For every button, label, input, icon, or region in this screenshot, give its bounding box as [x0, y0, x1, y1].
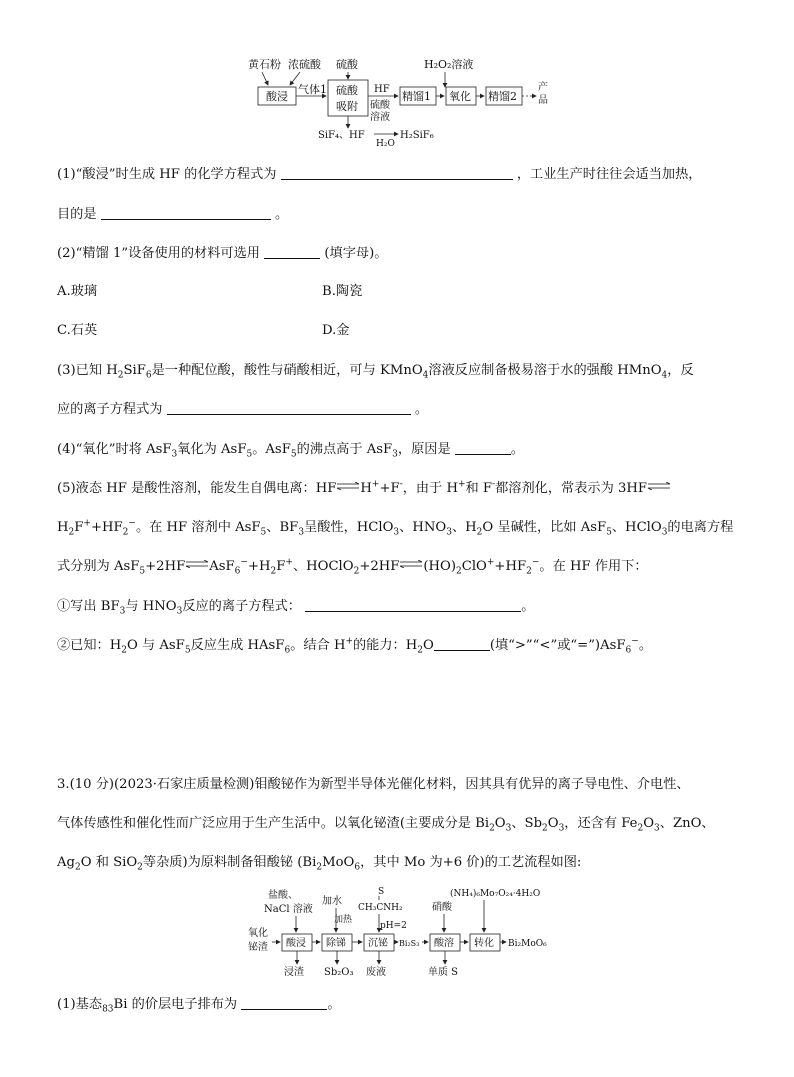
- answer-blank-bf3-hno3[interactable]: [305, 598, 521, 612]
- equilibrium-arrow-icon: [336, 482, 360, 490]
- q3-sub-4a: 4: [422, 370, 429, 381]
- sulfuric-label-1: 硫酸: [370, 100, 390, 111]
- q5-l4-d: 3: [176, 606, 183, 617]
- q5-l1-sup-plus-2: +: [457, 479, 466, 490]
- remove-sb-label: 除锑: [326, 938, 346, 949]
- p3-l2-c: O: [494, 816, 506, 831]
- q4-text-a: (4)“氧化”时将 AsF: [57, 442, 172, 457]
- q5-l5-a: ②已知：H: [57, 638, 122, 653]
- p3-l3-e: 等杂质)为原料制备钼酸铋 (Bi: [142, 855, 317, 870]
- answer-blank-purpose[interactable]: [101, 206, 271, 220]
- option-d-label: D.金: [322, 323, 350, 338]
- question-5-sub-1: [57, 598, 534, 616]
- q4-end: 。: [510, 442, 525, 457]
- p3-l2-g: O: [547, 816, 559, 831]
- q5-l5-j: 2: [417, 645, 423, 656]
- q5-l3-m: +2HF: [359, 559, 400, 574]
- q5-l2-u: 3: [661, 527, 668, 538]
- answer-blank-ionic-eq[interactable]: [167, 401, 411, 415]
- sulfuric-label-2: 溶液: [370, 112, 390, 123]
- option-c[interactable]: [57, 322, 97, 340]
- q5-l5-b: 2: [121, 645, 127, 656]
- q5-l1-text-h: 和 F: [465, 481, 493, 496]
- reagent-label: CH₃CNH₂: [358, 903, 403, 913]
- q5-l2-n: 、HNO: [399, 520, 447, 535]
- bi2s3-label: Bi₂S₃: [399, 939, 420, 948]
- flowchart-hf-process: [240, 52, 560, 152]
- raw-material-label-1: 氧化: [248, 928, 268, 939]
- q5-l3-g: +H: [247, 559, 271, 574]
- heat-label: 加热: [334, 915, 353, 925]
- q4-sub-f: 5: [290, 449, 297, 460]
- q5-l1-text-j: 都溶剂化，常表示为 3HF: [495, 481, 647, 496]
- p3-l3-g: MoO: [322, 855, 355, 870]
- q5-l1-h: H: [360, 481, 372, 496]
- p3-q1-c: Bi 的价层电子排布为: [113, 997, 238, 1012]
- problem-3-line-1: [57, 776, 690, 794]
- p3-l3-c: O 和 SiO: [80, 855, 138, 870]
- answer-blank-valence[interactable]: [241, 996, 327, 1010]
- q5-l4-a: ①写出 BF: [57, 599, 120, 614]
- product-bi2moo6-label: Bi₂MoO₆: [508, 939, 547, 949]
- p3-l2-h: 3: [558, 823, 565, 834]
- absorb-label-1: 硫酸: [336, 84, 358, 97]
- q5-l5-c: O 与 AsF: [127, 638, 185, 653]
- h2o-label: H₂O: [376, 139, 395, 149]
- q5-l5-k: O: [423, 638, 434, 653]
- question-1-text: (1)“酸浸”时生成 HF 的化学方程式为: [57, 167, 277, 182]
- q5-l2-a: H: [57, 520, 69, 535]
- q4-sub-d: 5: [246, 449, 253, 460]
- question-5-sub-2: [57, 637, 652, 655]
- q5-l2-q: 2: [476, 527, 483, 538]
- q5-l5-e: 反应生成 HAsF: [190, 638, 285, 653]
- p3-l2-m: 、ZnO、: [659, 816, 715, 831]
- hf-label: HF: [374, 84, 390, 95]
- molybdate-label: (NH₄)₆Mo₇O₂₄·4H₂O: [450, 889, 541, 899]
- q4-sub-h: 3: [392, 449, 398, 460]
- q5-l2-m: 3: [393, 527, 400, 538]
- acid-dissolve-label: 酸溶: [434, 938, 454, 949]
- q5-l5-n: −: [631, 636, 639, 647]
- q5-l2-r: O 呈碱性，比如 AsF: [482, 520, 607, 535]
- q5-l3-p: ClO: [461, 559, 487, 574]
- q5-l5-o: 。: [638, 638, 652, 653]
- q5-l2-b: 2: [68, 527, 75, 538]
- q5-l2-c: F: [74, 520, 84, 535]
- q5-l5-d: 5: [184, 645, 191, 656]
- q5-l1-text-a: (5)液态 HF 是酸性溶剂，能发生自偶电离：HF: [57, 481, 337, 496]
- leach-box-label: 酸浸: [266, 90, 288, 103]
- question-5-line-1: [57, 480, 671, 498]
- equilibrium-arrow-icon: [399, 560, 423, 568]
- q4-text-i: ，原因是: [397, 442, 451, 457]
- q5-l3-b: 5: [139, 566, 146, 577]
- answer-blank-equation[interactable]: [281, 166, 513, 180]
- p3-l3-f: 2: [316, 862, 323, 873]
- q5-l2-k: 3: [298, 527, 305, 538]
- input-hcl-label-2: NaCl 溶液: [264, 904, 313, 915]
- p3-l3-b: 2: [74, 862, 81, 873]
- q5-l1-text-f: ，由于 H: [402, 481, 458, 496]
- option-a-label: A.玻璃: [57, 284, 98, 299]
- out-sb2o3-label: Sb₂O₃: [324, 967, 354, 978]
- q5-l3-t: −: [531, 557, 540, 568]
- q5-l2-j: 、BF: [266, 520, 299, 535]
- q5-l3-r: +HF: [494, 559, 527, 574]
- question-2-line: [57, 245, 387, 263]
- p3-q1-a: (1)基态: [57, 997, 103, 1012]
- p3-l2-j: 2: [637, 823, 644, 834]
- q3-sub-2: 2: [117, 370, 124, 381]
- p3-l2-l: 3: [654, 823, 660, 834]
- q3-text-g: 溶液反应制备极易溶于水的强酸 HMnO: [428, 363, 662, 378]
- q5-l2-t: 、HClO: [611, 520, 662, 535]
- q5-l3-k: 、HOClO: [292, 559, 354, 574]
- equilibrium-arrow-icon: [647, 482, 671, 490]
- question-1-line-2: [57, 206, 288, 224]
- q5-l2-h: 。在 HF 溶剂中 AsF: [135, 520, 261, 535]
- q5-l3-l: 2: [353, 566, 360, 577]
- q3-sub-4b: 4: [661, 370, 668, 381]
- q3-text-a: (3)已知 H: [57, 363, 118, 378]
- question-5-line-2: [57, 519, 733, 537]
- q5-l3-n: (HO): [423, 559, 457, 574]
- q5-l2-i: 5: [260, 527, 267, 538]
- absorb-label-2: 吸附: [336, 100, 358, 113]
- question-2-text: (2)“精馏 1”设备使用的材料可选用: [57, 246, 260, 261]
- p3-l3-h: 6: [354, 862, 361, 873]
- convert-label: 转化: [474, 938, 494, 949]
- p3-l2-a: 气体传感性和催化性而广泛应用于生产生活中。以氧化铋渣(主要成分是 Bi: [57, 816, 490, 831]
- q5-l4-f: 。: [521, 599, 535, 614]
- q4-text-g: 的沸点高于 AsF: [296, 442, 393, 457]
- h2sif6-label: H₂SiF₆: [400, 130, 434, 141]
- q5-l2-p: 、H: [451, 520, 477, 535]
- distill2-label: 精馏2: [488, 90, 517, 103]
- flowchart-bi2moo6-process: [244, 884, 564, 978]
- q5-l3-s: 2: [526, 566, 532, 577]
- product-label-1: 产: [538, 82, 548, 93]
- q5-l5-i: 的能力：H: [353, 638, 418, 653]
- q5-l2-g: −: [128, 518, 136, 529]
- flowchart-bi2moo6-svg: [244, 884, 564, 978]
- h2o2-label: H₂O₂溶液: [424, 58, 474, 71]
- q5-l3-o: 2: [456, 566, 462, 577]
- p3-l2-k: O: [643, 816, 655, 831]
- question-1-line-1: [57, 166, 701, 184]
- equilibrium-arrow-icon: [185, 560, 209, 568]
- input-pyrite-label: 黄石粉: [248, 58, 281, 71]
- flowchart-hf-svg: [240, 52, 560, 152]
- q5-l2-v: 的电离方程: [667, 520, 734, 535]
- q3-sub-6: 6: [145, 370, 152, 381]
- p3-l3-i: ，其中 Mo 为+6 价)的工艺流程如图:: [360, 855, 582, 870]
- q5-l5-f: 6: [284, 645, 291, 656]
- p3-l2-f: 2: [542, 823, 548, 834]
- problem-3-line-3: [57, 854, 581, 872]
- oxidize-label: 氧化: [449, 90, 471, 103]
- gas1-label: 气体1: [298, 83, 327, 96]
- option-d[interactable]: [322, 322, 349, 340]
- question-4-line: [57, 441, 524, 459]
- raw-material-label-2: 铋渣: [248, 942, 268, 953]
- q3-end: 。: [414, 402, 429, 417]
- q5-l5-h: +: [345, 636, 353, 647]
- q5-l5-g: 。结合 H: [290, 638, 346, 653]
- q5-l2-o: 3: [446, 527, 452, 538]
- p3-q1-b: 83: [102, 1004, 114, 1015]
- question-1-text-b: ，工业生产时往往会适当加热，: [516, 167, 702, 182]
- product-label-2: 品: [538, 95, 548, 106]
- option-c-label: C.石英: [57, 323, 98, 338]
- question-5-line-3: [57, 558, 648, 576]
- q5-l2-e: +HF: [90, 520, 123, 535]
- q5-l3-u: 。在 HF 作用下：: [539, 559, 648, 574]
- q5-l3-a: 式分别为 AsF: [57, 559, 140, 574]
- leach-box-2-label: 酸浸: [286, 938, 306, 949]
- q3-text-e: 是一种配位酸，酸性与硝酸相近，可与 KMnO: [151, 363, 423, 378]
- input-water-label: 加水: [322, 896, 342, 907]
- problem-3-line-2: [57, 815, 715, 833]
- out-sulfur-label: 单质 S: [428, 967, 459, 978]
- q5-l3-h: 2: [270, 566, 277, 577]
- q5-l4-c: 与 HNO: [125, 599, 177, 614]
- answer-blank-compare[interactable]: [434, 637, 490, 651]
- q5-l3-d: AsF: [209, 559, 235, 574]
- q5-l5-l: (填“>”“<”或“=”)AsF: [489, 638, 626, 653]
- q5-l3-i: F: [276, 559, 286, 574]
- sif4-hf-label: SiF₄、HF: [318, 130, 365, 141]
- p3-l2-b: 2: [489, 823, 495, 834]
- q5-l2-f: 2: [122, 527, 129, 538]
- precip-bi-label: 沉铋: [368, 938, 388, 949]
- q5-l3-e: 6: [234, 566, 241, 577]
- q5-l1-sup-minus-2: -: [492, 479, 496, 490]
- q4-text-e: 。AsF: [252, 442, 291, 457]
- p3-l2-e: 、Sb: [511, 816, 543, 831]
- ph-label: pH=2: [380, 921, 407, 931]
- problem-3-question-1: [57, 996, 341, 1014]
- question-1-end: 。: [274, 207, 289, 222]
- q5-l4-e: 反应的离子方程式：: [182, 599, 301, 614]
- q5-l3-q: +: [486, 557, 495, 568]
- q3-text-j: 应的离子方程式为: [57, 402, 163, 417]
- q4-text-c: 氧化为 AsF: [177, 442, 247, 457]
- question-3-line-1: [57, 362, 694, 380]
- option-a[interactable]: [57, 283, 97, 301]
- answer-blank-reason[interactable]: [455, 441, 511, 455]
- option-b-label: B.陶瓷: [322, 284, 363, 299]
- q3-text-c: SiF: [123, 363, 146, 378]
- p3-q1-d: 。: [327, 997, 341, 1012]
- question-2-end: (填字母)。: [324, 246, 388, 261]
- q5-l1-sup-minus: -: [399, 479, 403, 490]
- q5-l3-c: +2HF: [145, 559, 186, 574]
- p3-l3-d: 2: [137, 862, 143, 873]
- distill1-label: 精馏1: [402, 90, 431, 103]
- q5-l2-s: 5: [606, 527, 612, 538]
- out-waste-label: 废液: [366, 967, 386, 978]
- input-hcl-label-1: 盐酸、: [268, 890, 298, 901]
- q5-l3-j: +: [285, 557, 293, 568]
- nitric-acid-label: 硝酸: [432, 902, 452, 913]
- q5-l5-m: 6: [625, 645, 632, 656]
- question-1-purpose: 目的是: [57, 207, 97, 222]
- q5-l2-d: +: [83, 518, 91, 529]
- problem-3-intro: 3.(10 分)(2023·石家庄质量检测)钼酸铋作为新型半导体光催化材料，因其具有优异的离子导电性、介电性、: [57, 777, 690, 792]
- option-b[interactable]: [322, 283, 362, 301]
- question-3-line-2: [57, 401, 428, 419]
- q4-sub-b: 3: [171, 449, 178, 460]
- input-acid-label: 硫酸: [336, 58, 358, 71]
- q5-l3-f: −: [240, 557, 248, 568]
- input-conc-acid-label: 浓硫酸: [288, 58, 321, 71]
- q5-l1-sup-plus: +: [371, 479, 380, 490]
- answer-blank-material[interactable]: [264, 245, 320, 259]
- out-residue-label: 浸渣: [284, 967, 304, 978]
- q5-l1-f: +F: [379, 481, 400, 496]
- q5-l4-b: 3: [119, 606, 126, 617]
- q5-l2-l: 呈酸性，HClO: [304, 520, 394, 535]
- q3-text-i: ，反: [667, 363, 694, 378]
- p3-l2-d: 3: [505, 823, 512, 834]
- s-top-label: S: [378, 887, 385, 897]
- p3-l3-a: Ag: [57, 855, 75, 870]
- p3-l2-i: ，还含有 Fe: [564, 816, 638, 831]
